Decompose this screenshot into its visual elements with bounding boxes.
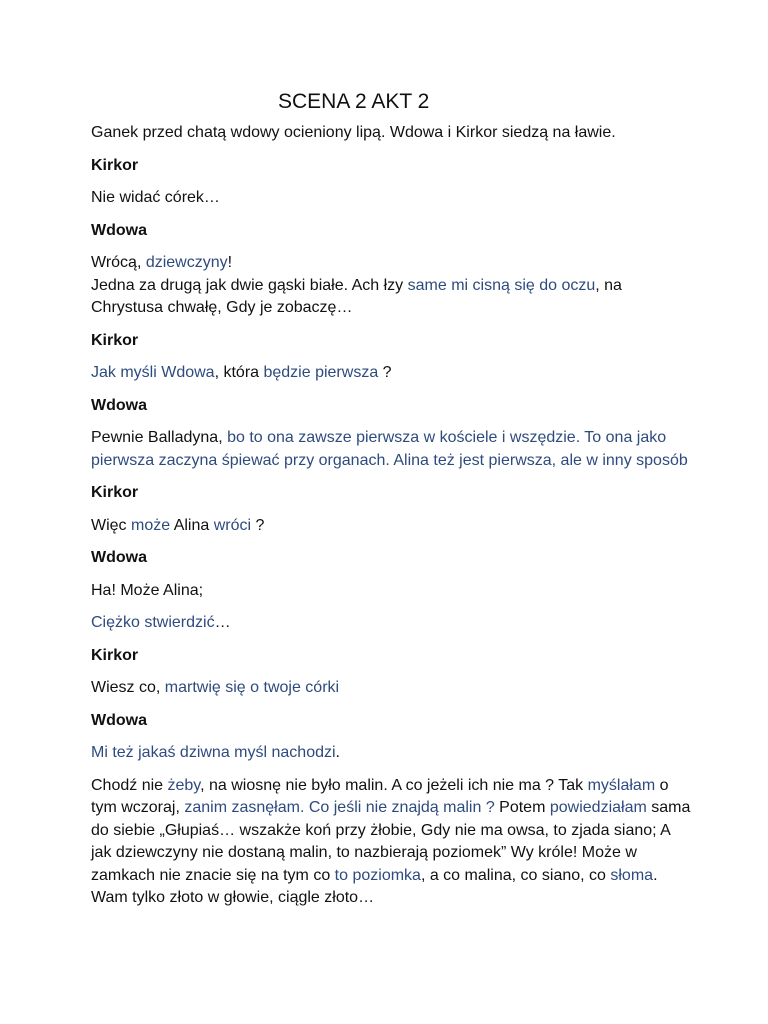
dialogue-paragraph [91, 612, 691, 635]
speaker-name [91, 710, 691, 733]
text-run: Alina [170, 516, 214, 534]
highlighted-text: będzie pierwsza [263, 364, 379, 381]
speaker-name [91, 220, 691, 243]
highlighted-text: myślałam [587, 776, 656, 794]
text-run: Wdowa [91, 396, 147, 414]
text-run: Chodź nie [91, 776, 168, 794]
text-run: Więc [91, 516, 131, 534]
text-run: , która [214, 364, 264, 381]
text-run: ? [251, 516, 265, 534]
highlighted-text: dziewczyny [145, 254, 228, 271]
text-run: Ganek przed chatą wdowy ocieniony lipą. Wdowa i Kirkor siedzą na ławie. [91, 124, 616, 141]
highlighted-text: żeby [167, 776, 201, 794]
text-run: Ha! Może Alina; [91, 581, 204, 599]
text-run: ! [227, 254, 233, 271]
text-run: Jedna za drugą jak dwie gąski białe. Ach łzy [91, 276, 408, 294]
dialogue-paragraph [91, 742, 691, 765]
highlighted-text: martwię się o twoje córki [164, 679, 340, 696]
text-run: Wdowa [91, 221, 147, 239]
speaker-name [91, 547, 691, 570]
dialogue-paragraph [91, 677, 691, 700]
highlighted-text: Jak myśli Wdowa [91, 364, 215, 381]
text-run: Kirkor [91, 331, 139, 349]
highlighted-text: powiedziałam [549, 799, 647, 816]
dialogue-paragraph [91, 252, 691, 320]
speaker-name [91, 330, 691, 353]
highlighted-text: bo to ona zawsze pierwsza w kościele i wszędzie. To ona jako pierwsza zaczyna śpiewać przy organach. Alina też jest pierwsza, ale w inny sposób [91, 429, 688, 469]
document-title: SCENA 2 AKT 2 [278, 90, 430, 113]
text-run: … [214, 614, 231, 631]
dialogue-paragraph [91, 427, 691, 472]
speaker-name [91, 395, 691, 418]
dialogue-paragraph [91, 187, 691, 210]
text-run: . Wam tylko złoto w głowie, ciągle złoto… [91, 866, 658, 906]
text-run: Kirkor [91, 484, 139, 501]
document-page [91, 88, 691, 920]
text-run: Wdowa [91, 711, 147, 729]
speaker-name [91, 482, 691, 505]
text-run: Potem [494, 799, 550, 816]
text-run: sama do siebie „Głupiaś… wszakże koń przy żłobie, Gdy nie ma owsa, to zjada siano; A jak dziewczyny nie dostaną malin, to nazbierają poziomek” Wy króle! Może w zamkach nie znacie się na tym co [91, 799, 691, 884]
text-run: Nie widać córek… [91, 189, 220, 206]
text-run: Wiesz co, [91, 679, 165, 696]
document-body [91, 122, 691, 910]
text-run: , a co malina, co siano, co [420, 866, 611, 884]
text-run: Wrócą, [91, 254, 146, 271]
dialogue-paragraph [91, 362, 691, 385]
dialogue-paragraph [91, 122, 691, 145]
dialogue-paragraph [91, 515, 691, 538]
speaker-name [91, 645, 691, 668]
highlighted-text: to poziomka [334, 866, 421, 884]
text-run: Wdowa [91, 549, 147, 566]
text-run: Pewnie Balladyna, [91, 429, 228, 446]
highlighted-text: wróci [213, 516, 252, 534]
highlighted-text: słoma [610, 866, 654, 884]
text-run: Kirkor [91, 646, 139, 664]
highlighted-text: może [131, 516, 171, 534]
text-run: o tym wczoraj, [91, 776, 669, 816]
text-run: Kirkor [91, 156, 139, 174]
highlighted-text: zanim zasnęłam. Co jeśli nie znajdą malin ? [184, 799, 495, 816]
text-run: . [335, 744, 340, 761]
text-run: ? [378, 364, 392, 381]
text-run: , na wiosnę nie było malin. A co jeżeli ich nie ma ? Tak [200, 776, 588, 794]
highlighted-text: Ciężko stwierdzić [91, 614, 215, 631]
text-run: , na Chrystusa chwałę, Gdy je zobaczę… [91, 276, 622, 316]
dialogue-paragraph [91, 580, 691, 603]
highlighted-text: Mi też jakaś dziwna myśl nachodzi [91, 744, 336, 761]
speaker-name [91, 155, 691, 178]
dialogue-paragraph [91, 775, 691, 910]
highlighted-text: same mi cisną się do oczu [407, 276, 596, 294]
